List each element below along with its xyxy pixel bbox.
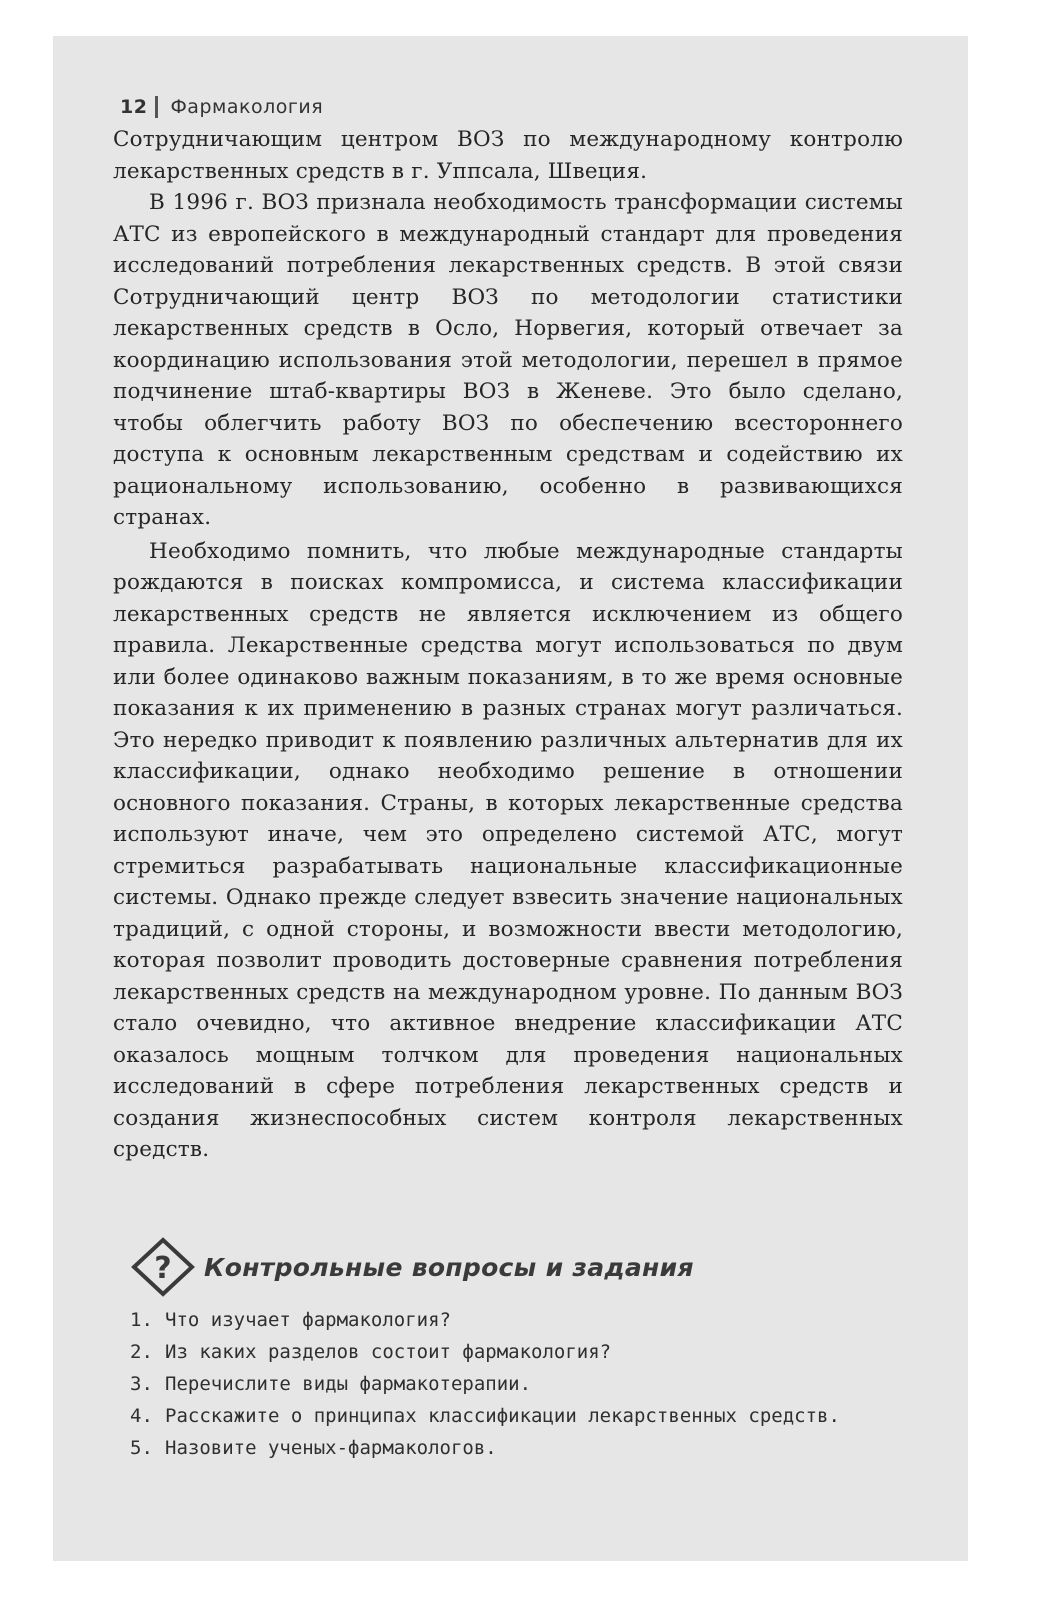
question-text: Перечислите виды фармакотерапии. (165, 1373, 532, 1395)
questions-title: Контрольные вопросы и задания (204, 1252, 694, 1282)
section-title: Фармакология (170, 96, 324, 118)
question-number: 2. (130, 1341, 153, 1363)
question-item (130, 1432, 930, 1464)
body-text (113, 124, 903, 1166)
questions-heading (130, 1236, 930, 1298)
question-number: 1. (130, 1309, 153, 1331)
question-text: Назовите ученых-фармакологов. (165, 1437, 497, 1459)
question-number: 4. (130, 1405, 153, 1427)
paragraph-3: Необходимо помнить, что любые международные стандарты рождаются в поисках компромисса, и система классификации лекарственных средств не является исключением из общего правила. Лекарственные средства могут использоваться по двум или более одинаково важным показаниям, в то же время основные показания к их применению в разных странах могут различаться. Это нередко приводит к появлению различных альтернатив для их классификации, однако необходимо решение в отношении основного показания. Страны, в которых лекарственные средства используют иначе, чем это определено системой АТС, могут стремиться разрабатывать национальные классификационные системы. Однако прежде следует взвесить значение национальных традиций, с одной стороны, и возможности ввести методологию, которая позволит проводить достоверные сравнения потребления лекарственных средств на международном уровне. По данным ВОЗ стало очевидно, что активное внедрение классификации АТС оказалось мощным толчком для проведения национальных исследований в сфере потребления лекарственных средств и создания жизнеспособных систем контроля лекарственных средств. (113, 538, 903, 1162)
question-item (130, 1304, 930, 1336)
paragraph-2: В 1996 г. ВОЗ признала необходимость трансформации системы АТС из европейского в международный стандарт для проведения исследований потребления лекарственных средств. В этой связи Сотрудничающий центр ВОЗ по методологии статистики лекарственных средств в Осло, Норвегия, который отвечает за координацию использования этой методологии, перешел в прямое подчинение штаб-квартиры ВОЗ в Женеве. Это было сделано, чтобы облегчить работу ВОЗ по обеспечению всестороннего доступа к основным лекарственным средствам и содействию их рациональному использованию, особенно в развивающихся странах. (113, 190, 903, 530)
question-diamond-icon (130, 1236, 196, 1298)
header-divider (155, 96, 158, 118)
question-text: Расскажите о принципах классификации лекарственных средств. (165, 1405, 840, 1427)
question-text: Из каких разделов состоит фармакология? (165, 1341, 612, 1363)
page-content (113, 90, 903, 1166)
page-number: 12 (120, 96, 148, 118)
question-item (130, 1400, 930, 1432)
paragraph-1: Сотрудничающим центром ВОЗ по международному контролю лекарственных средств в г. Уппсала, Швеция. (113, 127, 903, 184)
question-item (130, 1336, 930, 1368)
question-text: Что изучает фармакология? (165, 1309, 451, 1331)
review-questions (130, 1236, 930, 1464)
svg-text:?: ? (154, 1251, 172, 1286)
questions-list (130, 1304, 930, 1464)
question-item (130, 1368, 930, 1400)
question-number: 5. (130, 1437, 153, 1459)
question-number: 3. (130, 1373, 153, 1395)
running-header (113, 90, 903, 124)
